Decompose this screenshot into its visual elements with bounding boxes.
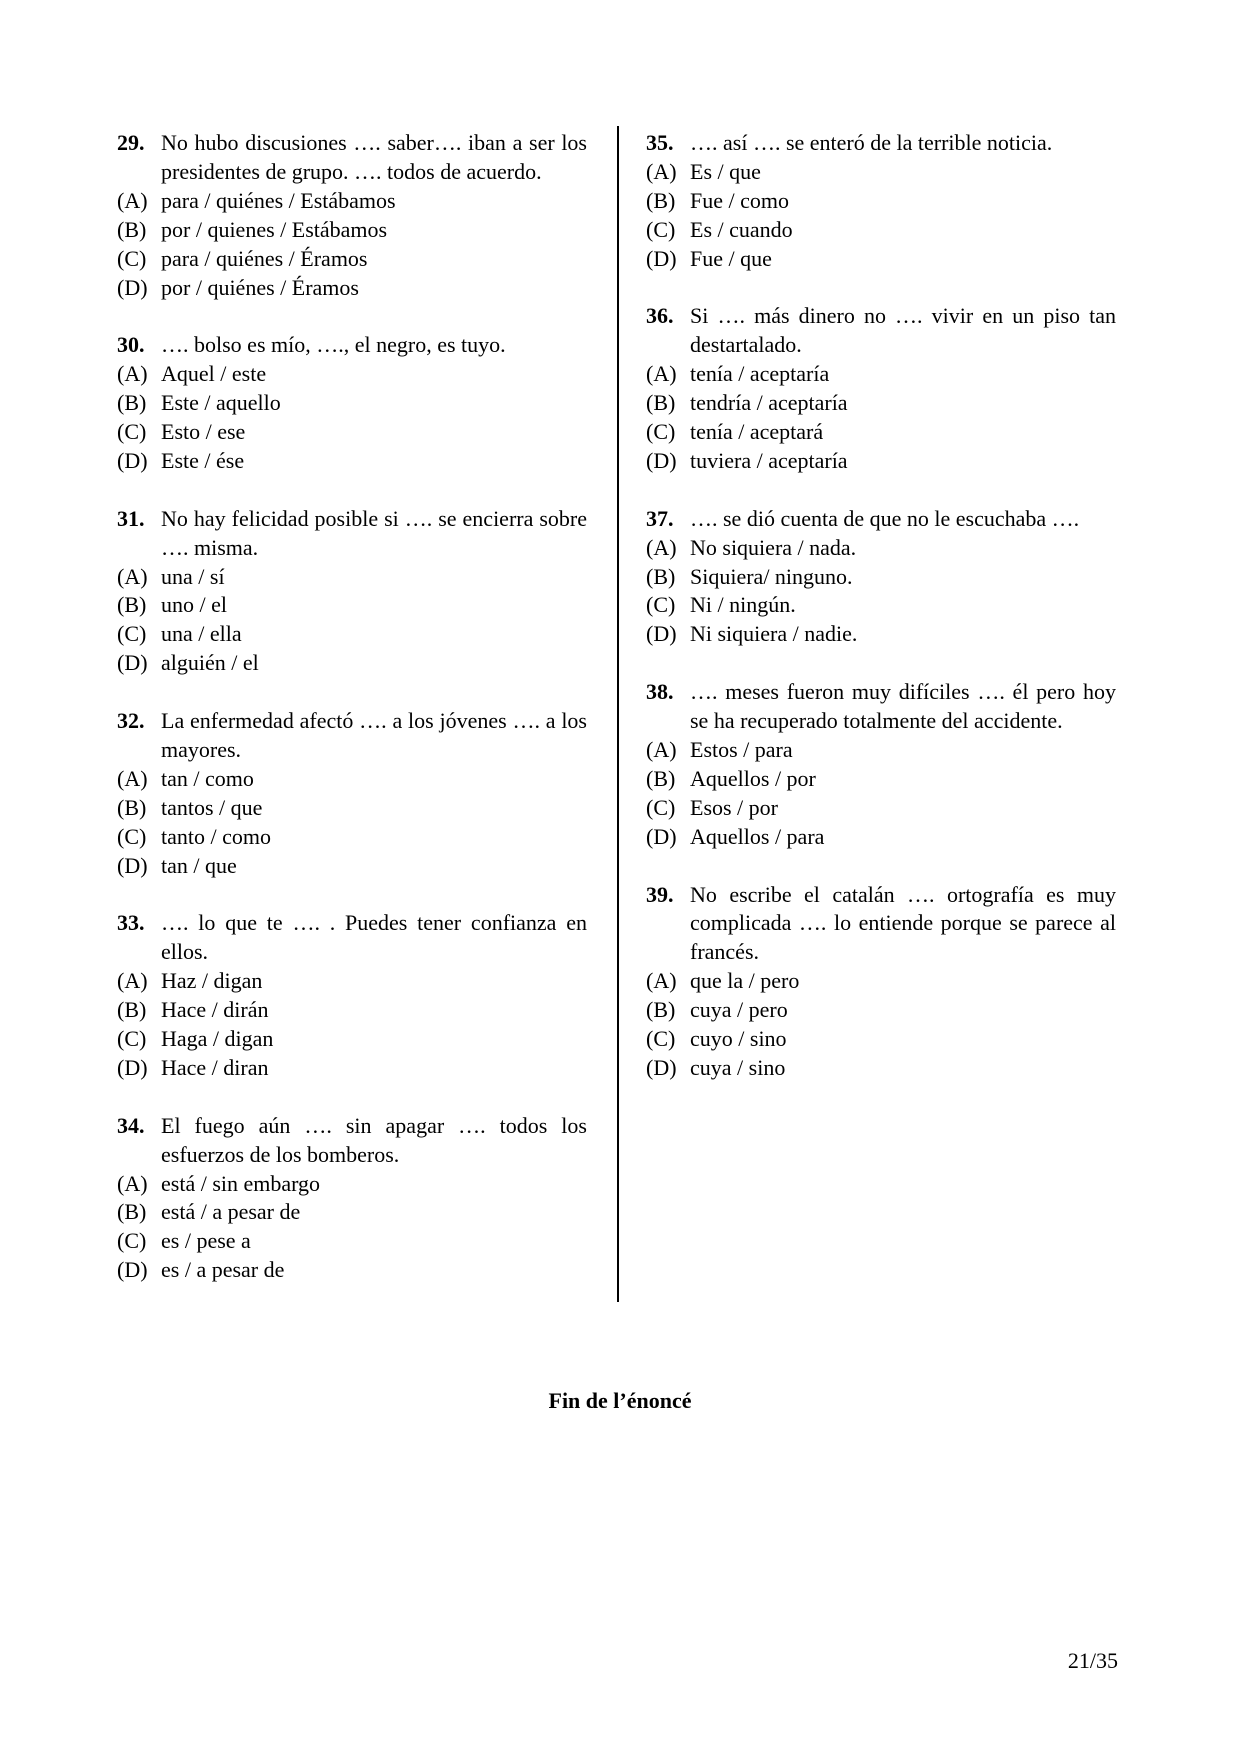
option-letter: (B) xyxy=(646,765,676,791)
answer-option xyxy=(117,418,587,447)
answer-option xyxy=(646,823,1116,852)
question-stem xyxy=(117,707,587,765)
option-letter: (C) xyxy=(646,1026,676,1052)
answer-option xyxy=(117,1227,587,1256)
option-letter: (C) xyxy=(117,1026,147,1052)
answer-option xyxy=(117,216,587,245)
option-text: alguién / el xyxy=(161,650,259,676)
answer-option xyxy=(117,967,587,996)
answer-option xyxy=(646,534,1116,563)
question-number: 32. xyxy=(117,708,145,734)
option-text: Siquiera/ ninguno. xyxy=(690,563,853,589)
option-text: Estos / para xyxy=(690,736,793,762)
answer-option xyxy=(117,649,587,678)
question-number: 34. xyxy=(117,1112,145,1138)
question-number: 33. xyxy=(117,910,145,936)
option-text: Haga / digan xyxy=(161,1026,274,1052)
option-text: tantos / que xyxy=(161,794,263,820)
option-text: Fue / como xyxy=(690,187,789,213)
option-text: Ni / ningún. xyxy=(690,592,796,618)
option-text: Hace / diran xyxy=(161,1054,269,1080)
option-letter: (C) xyxy=(117,419,147,445)
option-letter: (C) xyxy=(117,245,147,271)
answer-option xyxy=(117,794,587,823)
option-letter: (A) xyxy=(646,968,677,994)
question-number: 30. xyxy=(117,332,145,358)
option-text: Hace / dirán xyxy=(161,997,269,1023)
option-text: tendría / aceptaría xyxy=(690,390,848,416)
option-letter: (A) xyxy=(117,968,148,994)
option-text: es / pese a xyxy=(161,1228,251,1254)
question-stem xyxy=(117,129,587,187)
option-letter: (D) xyxy=(117,852,148,878)
option-text: No siquiera / nada. xyxy=(690,534,857,560)
question-34 xyxy=(117,1112,587,1285)
option-letter: (B) xyxy=(646,563,676,589)
option-letter: (B) xyxy=(117,997,147,1023)
answer-option xyxy=(646,736,1116,765)
option-letter: (B) xyxy=(646,187,676,213)
question-38 xyxy=(646,678,1116,851)
right-question-column xyxy=(646,129,1116,1112)
option-text: Esto / ese xyxy=(161,419,246,445)
answer-option xyxy=(117,852,587,881)
answer-option xyxy=(646,620,1116,649)
option-text: una / sí xyxy=(161,563,225,589)
answer-option xyxy=(646,563,1116,592)
option-text: Este / ése xyxy=(161,447,245,473)
question-stem xyxy=(646,505,1116,534)
question-33 xyxy=(117,909,587,1082)
option-text: uno / el xyxy=(161,592,227,618)
question-number: 35. xyxy=(646,130,674,155)
answer-option xyxy=(646,360,1116,389)
option-letter: (C) xyxy=(646,592,676,618)
option-text: tenía / aceptaría xyxy=(690,361,830,387)
option-text: que la / pero xyxy=(690,968,800,994)
option-letter: (C) xyxy=(117,621,147,647)
option-text: Aquellos / por xyxy=(690,765,816,791)
page-number: 21/35 xyxy=(1067,1648,1118,1673)
answer-option xyxy=(646,794,1116,823)
question-text: …. así …. se enteró de la terrible noticia. xyxy=(690,130,1053,155)
option-letter: (B) xyxy=(117,794,147,820)
answer-option xyxy=(646,245,1116,274)
option-text: cuya / pero xyxy=(690,997,788,1023)
option-text: Fue / que xyxy=(690,245,772,271)
question-stem xyxy=(117,909,587,967)
question-stem xyxy=(646,678,1116,736)
option-text: tuviera / aceptaría xyxy=(690,447,848,473)
option-letter: (B) xyxy=(646,997,676,1023)
option-text: Es / que xyxy=(690,158,761,184)
option-letter: (A) xyxy=(646,534,677,560)
question-text: …. se dió cuenta de que no le escuchaba …. xyxy=(690,505,1080,531)
question-31 xyxy=(117,505,587,678)
question-stem xyxy=(117,1112,587,1170)
question-text: El fuego aún …. sin apagar …. todos los esfuerzos de los bomberos. xyxy=(161,1112,587,1167)
option-letter: (D) xyxy=(646,621,677,647)
answer-option xyxy=(117,1256,587,1285)
option-letter: (D) xyxy=(646,245,677,271)
question-35 xyxy=(646,129,1116,274)
answer-option xyxy=(117,245,587,274)
option-text: Haz / digan xyxy=(161,968,263,994)
option-letter: (D) xyxy=(117,447,148,473)
option-letter: (A) xyxy=(117,1170,148,1196)
option-text: tanto / como xyxy=(161,823,271,849)
option-letter: (D) xyxy=(117,274,148,300)
option-text: tenía / aceptará xyxy=(690,419,824,445)
option-text: está / a pesar de xyxy=(161,1199,301,1225)
answer-option xyxy=(117,447,587,476)
option-text: por / quiénes / Éramos xyxy=(161,274,359,300)
option-letter: (B) xyxy=(117,390,147,416)
answer-option xyxy=(646,447,1116,476)
answer-option xyxy=(117,591,587,620)
question-number: 36. xyxy=(646,303,674,329)
answer-option xyxy=(117,823,587,852)
option-letter: (A) xyxy=(646,158,677,184)
question-stem xyxy=(646,129,1116,158)
question-stem xyxy=(117,505,587,563)
option-text: está / sin embargo xyxy=(161,1170,321,1196)
end-of-statement-title: Fin de l’énoncé xyxy=(548,1388,692,1413)
option-text: tan / que xyxy=(161,852,237,878)
question-39 xyxy=(646,881,1116,1083)
question-text: La enfermedad afectó …. a los jóvenes …. a los mayores. xyxy=(161,708,587,762)
answer-option xyxy=(117,1025,587,1054)
question-text: Si …. más dinero no …. vivir en un piso tan destartalado. xyxy=(690,303,1116,358)
option-letter: (A) xyxy=(646,361,677,387)
option-letter: (C) xyxy=(646,794,676,820)
question-text: …. lo que te …. . Puedes tener confianza en ellos. xyxy=(161,910,587,965)
question-number: 31. xyxy=(117,505,145,531)
answer-option xyxy=(646,418,1116,447)
option-text: es / a pesar de xyxy=(161,1257,285,1283)
question-number: 38. xyxy=(646,679,674,705)
answer-option xyxy=(117,274,587,303)
question-36 xyxy=(646,302,1116,475)
option-text: para / quiénes / Éramos xyxy=(161,245,368,271)
option-letter: (B) xyxy=(117,592,147,618)
option-letter: (C) xyxy=(646,216,676,242)
option-text: tan / como xyxy=(161,765,254,791)
answer-option xyxy=(117,1198,587,1227)
question-number: 39. xyxy=(646,881,674,907)
answer-option xyxy=(646,765,1116,794)
option-text: Aquel / este xyxy=(161,361,267,387)
answer-option xyxy=(117,360,587,389)
answer-option xyxy=(117,187,587,216)
answer-option xyxy=(117,765,587,794)
answer-option xyxy=(646,967,1116,996)
answer-option xyxy=(646,389,1116,418)
option-letter: (C) xyxy=(117,1228,147,1254)
option-letter: (D) xyxy=(117,1257,148,1283)
option-text: Es / cuando xyxy=(690,216,793,242)
option-text: cuyo / sino xyxy=(690,1026,787,1052)
question-37 xyxy=(646,505,1116,650)
answer-option xyxy=(646,187,1116,216)
option-text: una / ella xyxy=(161,621,242,647)
question-text: No hubo discusiones …. saber…. iban a ser los presidentes de grupo. …. todos de acuerdo. xyxy=(161,130,587,184)
question-number: 29. xyxy=(117,130,145,155)
option-text: por / quienes / Estábamos xyxy=(161,216,388,242)
answer-option xyxy=(117,563,587,592)
option-letter: (A) xyxy=(117,563,148,589)
question-number: 37. xyxy=(646,505,674,531)
option-letter: (A) xyxy=(117,361,148,387)
option-letter: (B) xyxy=(117,1199,147,1225)
option-text: Esos / por xyxy=(690,794,778,820)
option-letter: (A) xyxy=(117,187,148,213)
question-text: No hay felicidad posible si …. se encierra sobre …. misma. xyxy=(161,505,587,560)
answer-option xyxy=(646,591,1116,620)
answer-option xyxy=(117,389,587,418)
answer-option xyxy=(646,1025,1116,1054)
question-32 xyxy=(117,707,587,880)
option-letter: (A) xyxy=(646,736,677,762)
option-letter: (B) xyxy=(117,216,147,242)
question-stem xyxy=(646,302,1116,360)
option-letter: (D) xyxy=(646,823,677,849)
option-text: para / quiénes / Estábamos xyxy=(161,187,396,213)
option-text: Aquellos / para xyxy=(690,823,825,849)
column-divider xyxy=(617,126,619,1302)
question-29 xyxy=(117,129,587,302)
option-text: Este / aquello xyxy=(161,390,281,416)
option-letter: (A) xyxy=(117,765,148,791)
option-text: Ni siquiera / nadie. xyxy=(690,621,858,647)
question-text: …. bolso es mío, …., el negro, es tuyo. xyxy=(161,332,506,358)
answer-option xyxy=(646,216,1116,245)
option-letter: (C) xyxy=(646,419,676,445)
option-letter: (D) xyxy=(646,447,677,473)
question-30 xyxy=(117,331,587,476)
answer-option xyxy=(646,1054,1116,1083)
answer-option xyxy=(117,996,587,1025)
option-letter: (D) xyxy=(117,650,148,676)
answer-option xyxy=(646,996,1116,1025)
question-text: …. meses fueron muy difíciles …. él pero hoy se ha recuperado totalmente del accidente. xyxy=(690,679,1116,734)
option-text: cuya / sino xyxy=(690,1054,786,1080)
answer-option xyxy=(117,1170,587,1199)
option-letter: (D) xyxy=(646,1054,677,1080)
question-stem xyxy=(646,881,1116,968)
left-question-column xyxy=(117,129,587,1314)
answer-option xyxy=(117,1054,587,1083)
question-stem xyxy=(117,331,587,360)
answer-option xyxy=(646,158,1116,187)
option-letter: (B) xyxy=(646,390,676,416)
answer-option xyxy=(117,620,587,649)
option-letter: (C) xyxy=(117,823,147,849)
option-letter: (D) xyxy=(117,1054,148,1080)
question-text: No escribe el catalán …. ortografía es muy complicada …. lo entiende porque se parece al francés. xyxy=(690,881,1116,965)
